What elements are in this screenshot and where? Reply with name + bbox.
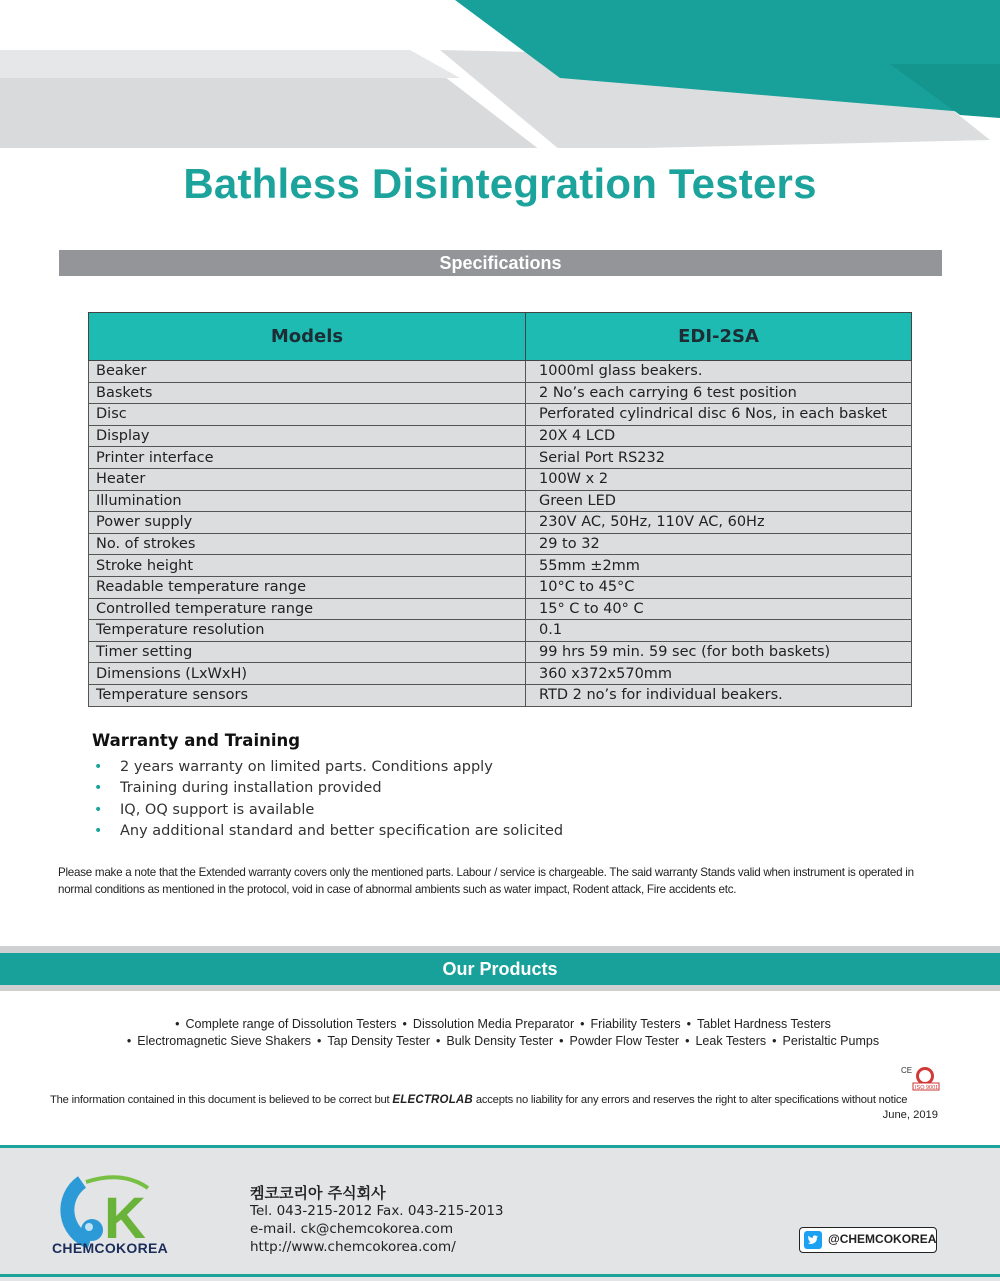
electrolab-brand: ELECTROLAB (392, 1094, 473, 1106)
phone-fax: Tel. 043-215-2012 Fax. 043-215-2013 (250, 1203, 504, 1219)
column-header-model-name: EDI-2SA (526, 313, 912, 361)
website-link[interactable]: http://www.chemcokorea.com/ (250, 1239, 456, 1255)
company-name: 켐코코리아 주식회사 (250, 1184, 386, 1202)
footer (0, 1145, 1000, 1281)
bullet-icon: • (685, 1034, 690, 1048)
certification-mark (901, 1064, 941, 1092)
spec-label: Power supply (89, 512, 526, 534)
table-row (89, 533, 912, 555)
spec-value: 10°C to 45°C (526, 576, 912, 598)
list-item-text: IQ, OQ support is available (120, 801, 315, 818)
spec-value: 360 x372x570mm (526, 663, 912, 685)
spec-value: Perforated cylindrical disc 6 Nos, in each basket (526, 404, 912, 426)
spec-value: Serial Port RS232 (526, 447, 912, 469)
products-banner-bottom-stripe (0, 985, 1000, 991)
twitter-badge[interactable] (799, 1227, 937, 1253)
table-row (89, 684, 912, 706)
spec-value: 100W x 2 (526, 468, 912, 490)
twitter-icon (804, 1231, 822, 1249)
list-item (94, 757, 563, 778)
spec-value: 2 No’s each carrying 6 test position (526, 382, 912, 404)
product-item: Powder Flow Tester (569, 1034, 680, 1048)
spec-label: Controlled temperature range (89, 598, 526, 620)
bullet-icon: • (94, 780, 103, 797)
table-row (89, 382, 912, 404)
bullet-icon: • (94, 759, 103, 775)
spec-label: Illumination (89, 490, 526, 512)
table-row (89, 620, 912, 642)
bullet-icon: • (436, 1034, 441, 1048)
spec-value: RTD 2 no’s for individual beakers. (526, 684, 912, 706)
contact-info (250, 1182, 504, 1256)
product-item: Tap Density Tester (327, 1034, 430, 1048)
bullet-icon: • (402, 1017, 407, 1031)
bullet-icon: • (126, 1034, 132, 1048)
warranty-note: Please make a note that the Extended warranty covers only the mentioned parts. Labour / service is chargeable. The said warranty Stands valid when instrument is operated in normal conditions as mentioned in the protocol, void in case of abnormal ambients such as water impact, Rodent attack, Fire accidents etc. (58, 866, 914, 896)
table-row (89, 447, 912, 469)
specifications-table (88, 312, 912, 707)
bullet-icon: • (772, 1034, 777, 1048)
spec-value: 1000ml glass beakers. (526, 361, 912, 383)
product-item: Bulk Density Tester (446, 1034, 554, 1048)
warranty-heading: Warranty and Training (92, 731, 301, 750)
table-row (89, 490, 912, 512)
spec-label: Beaker (89, 361, 526, 383)
spec-value: 55mm ±2mm (526, 555, 912, 577)
table-row (89, 512, 912, 534)
bullet-icon: • (94, 801, 103, 818)
spec-value: Green LED (526, 490, 912, 512)
spec-value: 99 hrs 59 min. 59 sec (for both baskets) (526, 641, 912, 663)
bullet-icon: • (580, 1017, 585, 1031)
table-row (89, 598, 912, 620)
list-item-text: Any additional standard and better specification are solicited (120, 822, 564, 839)
spec-value: 29 to 32 (526, 533, 912, 555)
spec-label: Stroke height (89, 555, 526, 577)
spec-label: Display (89, 425, 526, 447)
product-item: Dissolution Media Preparator (412, 1017, 575, 1031)
bullet-icon: • (317, 1034, 322, 1048)
product-item: Complete range of Dissolution Testers (185, 1017, 397, 1031)
warranty-list (94, 757, 563, 842)
table-row (89, 576, 912, 598)
email-link[interactable]: e-mail. ck@chemcokorea.com (250, 1221, 454, 1237)
table-row (89, 361, 912, 383)
bullet-icon: • (94, 822, 103, 839)
document-date: June, 2019 (882, 1109, 938, 1121)
product-item: Peristaltic Pumps (782, 1034, 880, 1048)
footer-bottom-line (0, 1274, 1000, 1277)
product-item: Friability Testers (590, 1017, 681, 1031)
disclaimer-text-end: accepts no liability for any errors and reserves the right to alter specifications without notice (472, 1094, 908, 1106)
spec-label: Disc (89, 404, 526, 426)
table-row (89, 468, 912, 490)
spec-label: Temperature sensors (89, 684, 526, 706)
products-banner-top-stripe (0, 946, 1000, 953)
table-row (89, 663, 912, 685)
social-handle: @CHEMCOKOREA (828, 1232, 937, 1246)
logo-letter-k: K (104, 1186, 146, 1251)
header-shapes (0, 0, 1000, 150)
products-line-2 (0, 1034, 1000, 1048)
table-body (89, 361, 912, 707)
bullet-icon: • (559, 1034, 564, 1048)
bullet-icon: • (175, 1017, 180, 1031)
products-line-1 (0, 1017, 1000, 1031)
spec-label: Baskets (89, 382, 526, 404)
disclaimer (50, 1094, 940, 1106)
product-item: Electromagnetic Sieve Shakers (137, 1034, 311, 1048)
list-item (94, 821, 563, 842)
product-item: Leak Testers (695, 1034, 767, 1048)
iso-mark: ISO 9001 (915, 1085, 939, 1091)
list-item-text: 2 years warranty on limited parts. Conditions apply (120, 759, 493, 775)
spec-label: No. of strokes (89, 533, 526, 555)
spec-value: 20X 4 LCD (526, 425, 912, 447)
spec-label: Dimensions (LxWxH) (89, 663, 526, 685)
header-decoration (0, 0, 1000, 150)
table-row (89, 641, 912, 663)
spec-value: 230V AC, 50Hz, 110V AC, 60Hz (526, 512, 912, 534)
spec-value: 15° C to 40° C (526, 598, 912, 620)
logo-text: CHEMCOKOREA (52, 1240, 169, 1256)
spec-label: Readable temperature range (89, 576, 526, 598)
table-row (89, 555, 912, 577)
table-header-row (89, 313, 912, 361)
ce-mark: CE (901, 1066, 913, 1075)
table-row (89, 404, 912, 426)
bullet-icon: • (686, 1017, 691, 1031)
specifications-banner: Specifications (59, 250, 942, 276)
column-header-models: Models (89, 313, 526, 361)
product-item: Tablet Hardness Testers (696, 1017, 831, 1031)
spec-value: 0.1 (526, 620, 912, 642)
table-row (89, 425, 912, 447)
products-banner: Our Products (0, 953, 1000, 985)
list-item-text: Training during installation provided (120, 780, 382, 797)
list-item (94, 800, 563, 821)
spec-label: Heater (89, 468, 526, 490)
spec-label: Temperature resolution (89, 620, 526, 642)
page-title: Bathless Disintegration Testers (183, 160, 817, 207)
disclaimer-text-start: The information contained in this document is believed to be correct but (50, 1094, 393, 1106)
spec-label: Timer setting (89, 641, 526, 663)
spec-label: Printer interface (89, 447, 526, 469)
list-item (94, 778, 563, 799)
